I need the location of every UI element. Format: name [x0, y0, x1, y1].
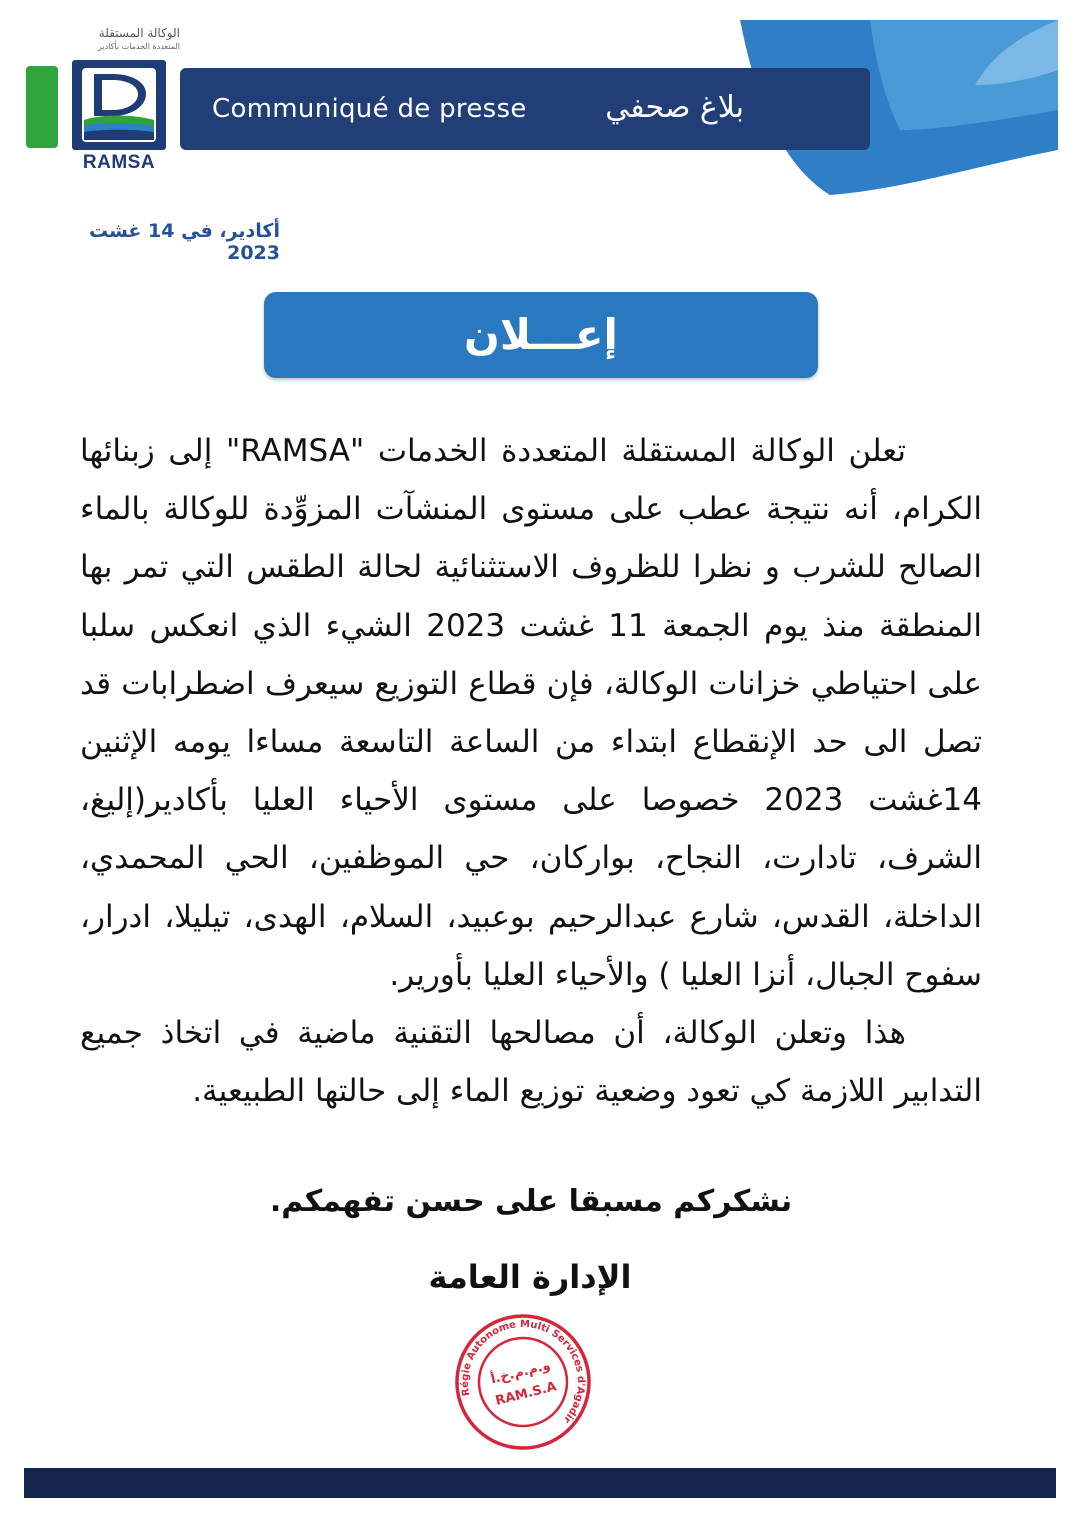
announcement-body	[80, 422, 982, 1120]
body-paragraph-1: تعلن الوكالة المستقلة المتعددة الخدمات "RAMSA" إلى زبنائها الكرام، أنه نتيجة عطب على مستوى المنشآت المزوِّدة للوكالة بالماء الصالح للشرب و نظرا للظروف الاستثنائية لحالة الطقس التي تمر بها المنطقة منذ يوم الجمعة 11 غشت 2023 الشيء الذي انعكس سلبا على احتياطي خزانات الوكالة، فإن قطاع التوزيع سيعرف اضطرابات قد تصل الى حد الإنقطاع ابتداء من الساعة التاسعة مساءا يومه الإثنين 14غشت 2023 خصوصا على مستوى الأحياء العليا بأكادير(إليغ، الشرف، تادارت، النجاح، بواركان، حي الموظفين، الحي المحمدي، الداخلة، القدس، شارع عبدالرحيم بوعبيد، السلام، الهدى، تيليلا، ادرار، سفوح الجبال، أنزا العليا ) والأحياء العليا بأورير.	[80, 433, 983, 993]
water-drop-logo-icon	[72, 60, 166, 150]
dateline: أكادير، في 14 غشت 2023	[88, 220, 280, 264]
body-paragraph-2: هذا وتعلن الوكالة، أن مصالحها التقنية ماضية في اتخاذ جميع التدابير اللازمة كي تعود وضعية توزيع الماء إلى حالتها الطبيعية.	[80, 1015, 982, 1110]
signature-general-management: الإدارة العامة	[428, 1258, 632, 1296]
closing-thanks: نشكركم مسبقا على حسن تفهمكم.	[269, 1184, 793, 1219]
header-title-arabic: بلاغ صحفي	[605, 90, 744, 125]
ramsa-logo	[72, 60, 166, 150]
logo-wordmark: RAMSA	[82, 152, 156, 173]
stamp-center-arabic: و.م.م.خ.أ	[489, 1358, 552, 1388]
official-stamp	[438, 1300, 608, 1465]
org-name-arabic	[40, 26, 180, 54]
logo-green-bar	[26, 66, 58, 148]
org-subname-line: المتعددة الخدمات بأكادير	[98, 42, 180, 51]
stamp-ring-text: Régie Autonome Multi Services d'Agadir	[459, 1318, 587, 1425]
stamp-center-latin: RAM.S.A	[493, 1379, 559, 1409]
announcement-title: إعـــلان	[464, 310, 618, 359]
header-title-french: Communiqué de presse	[212, 94, 527, 124]
org-name-line: الوكالة المستقلة	[98, 26, 180, 40]
footer-band	[24, 1468, 1056, 1498]
